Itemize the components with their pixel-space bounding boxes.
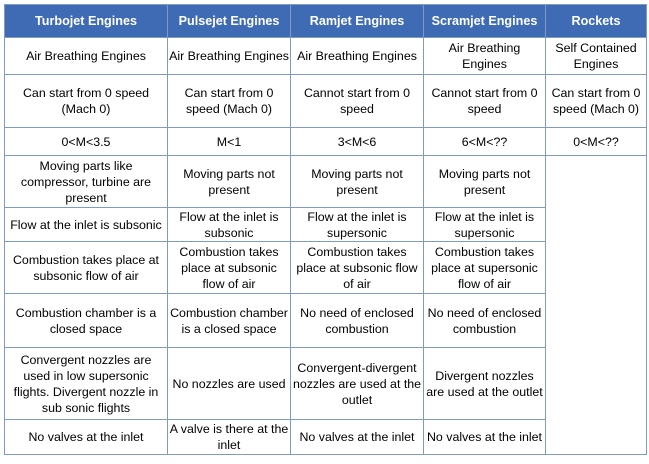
table-row: [5, 75, 647, 128]
table-cell: M<1: [168, 128, 291, 156]
table-cell: No nozzles are used: [168, 348, 291, 420]
rockets-empty-cell: [546, 156, 647, 455]
table-cell: Divergent nozzles are used at the outlet: [424, 348, 546, 420]
table-row: [5, 128, 647, 156]
table-cell: Moving parts like compressor, turbine are present: [5, 156, 168, 208]
table-cell: Air Breathing Engines: [5, 38, 168, 75]
header-turbojet: Turbojet Engines: [5, 5, 168, 38]
table-cell: Combustion takes place at subsonic flow of air: [168, 242, 291, 294]
table-cell: Air Breathing Engines: [424, 38, 546, 75]
table-cell: No valves at the inlet: [5, 420, 168, 455]
table-cell: Flow at the inlet is subsonic: [168, 208, 291, 242]
table-cell: Flow at the inlet is subsonic: [5, 208, 168, 242]
table-cell: Combustion chamber is a closed space: [168, 294, 291, 348]
table-cell: Cannot start from 0 speed: [291, 75, 424, 128]
table-cell: No need of enclosed combustion: [424, 294, 546, 348]
table-cell: 3<M<6: [291, 128, 424, 156]
table-cell: Flow at the inlet is supersonic: [291, 208, 424, 242]
table-cell: Can start from 0 speed (Mach 0): [5, 75, 168, 128]
table-cell: Combustion takes place at subsonic flow of air: [291, 242, 424, 294]
table-row: [5, 38, 647, 75]
table-cell: No valves at the inlet: [291, 420, 424, 455]
table-cell: Combustion takes place at supersonic flow of air: [424, 242, 546, 294]
table-cell: Cannot start from 0 speed: [424, 75, 546, 128]
table-cell: Self Contained Engines: [546, 38, 647, 75]
table-cell: No need of enclosed combustion: [291, 294, 424, 348]
table-cell: Convergent-divergent nozzles are used at the outlet: [291, 348, 424, 420]
table-cell: 0<M<??: [546, 128, 647, 156]
table-cell: Air Breathing Engines: [168, 38, 291, 75]
table-cell: 6<M<??: [424, 128, 546, 156]
table-cell: A valve is there at the inlet: [168, 420, 291, 455]
engine-comparison-table: [4, 4, 647, 455]
header-pulsejet: Pulsejet Engines: [168, 5, 291, 38]
table-cell: Can start from 0 speed (Mach 0): [546, 75, 647, 128]
header-rockets: Rockets: [546, 5, 647, 38]
table-cell: Moving parts not present: [291, 156, 424, 208]
header-scramjet: Scramjet Engines: [424, 5, 546, 38]
header-row: [5, 5, 647, 38]
table-cell: Air Breathing Engines: [291, 38, 424, 75]
table-cell: No valves at the inlet: [424, 420, 546, 455]
table-cell: Moving parts not present: [168, 156, 291, 208]
table-row: [5, 156, 647, 208]
table-cell: Flow at the inlet is supersonic: [424, 208, 546, 242]
table-cell: Convergent nozzles are used in low supersonic flights. Divergent nozzle in sub sonic flights: [5, 348, 168, 420]
header-ramjet: Ramjet Engines: [291, 5, 424, 38]
table-cell: Combustion chamber is a closed space: [5, 294, 168, 348]
table-cell: Moving parts not present: [424, 156, 546, 208]
table-cell: Combustion takes place at subsonic flow of air: [5, 242, 168, 294]
table-cell: Can start from 0 speed (Mach 0): [168, 75, 291, 128]
table-cell: 0<M<3.5: [5, 128, 168, 156]
